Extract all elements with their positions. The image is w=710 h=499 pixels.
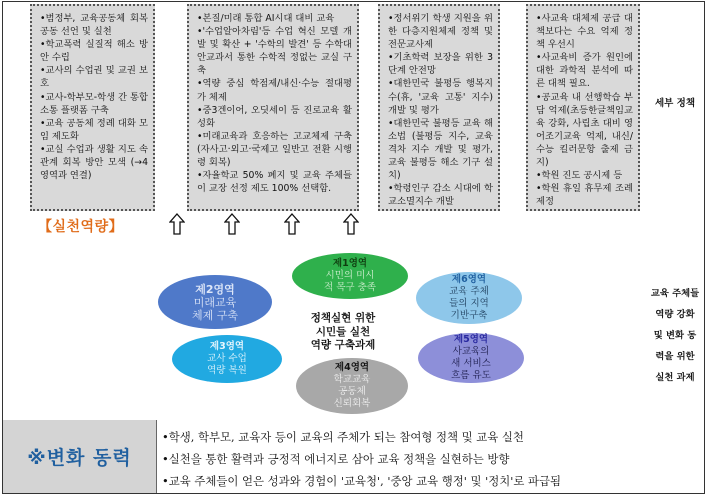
policy-item: •학교폭력 실질적 해소 방안 수립 (40, 39, 148, 64)
area-line: 체제 구축 (191, 308, 238, 322)
area-line: 미래교육 (193, 295, 237, 309)
area-line: 적 목구 충족 (324, 282, 376, 293)
area-line: 신뢰회복 (333, 398, 371, 409)
policy-item: •기초학력 보장을 위한 3단계 안전망 (388, 52, 493, 77)
policy-item: •교육 공동체 정례 대화 모임 제도화 (40, 117, 148, 142)
area-line: 역량 복원 (207, 365, 247, 376)
area-6-ellipse (416, 272, 522, 324)
policy-box-1 (30, 4, 155, 211)
policy-item: •대한민국 불평등 교육 해소법 (불평등 지수, 교육격차 지수 개발 및 평가, 교육 불평등 해소 기구 설치) (388, 117, 493, 182)
policy-item: •자율학교 50% 폐지 및 교육 주체들이 교장 선정 제도 100% 선택함. (197, 170, 352, 195)
area-2-ellipse (158, 275, 272, 329)
up-arrow-icon (343, 213, 359, 235)
change-driver-item: •학생, 학부모, 교육자 등이 교육의 주체가 되는 참여형 정책 및 교육 실천 (162, 430, 524, 444)
policy-item: •교사의 수업권 및 교권 보호 (40, 65, 148, 90)
area-line: 기반구축 (450, 310, 488, 321)
detail-policy-label: 세부 정책 (654, 98, 695, 109)
area-line: 사교육의 (452, 346, 490, 357)
center-title (278, 312, 408, 353)
policy-box-2 (187, 4, 359, 211)
area-title: 제2영역 (195, 282, 235, 296)
area-line: 시민의 미시 (325, 270, 375, 281)
area-title: 제1영역 (332, 258, 368, 269)
policy-item: •교사-학부모-학생 간 통합 소통 플랫폼 구축 (40, 91, 148, 116)
area-1-ellipse (292, 253, 408, 299)
area-line: 흐름 유도 (451, 370, 491, 381)
change-driver-list (162, 426, 702, 492)
policy-item: •중3겐이어, 오딧세이 등 진로교육 활성화 (197, 104, 352, 129)
practice-capacity-label: 【실천역량】 (38, 219, 124, 235)
area-4-ellipse (296, 358, 408, 414)
area-line: 새 서비스 (451, 358, 491, 369)
policy-item: •범정부, 교육공동체 회복 공동 선언 및 실천 (40, 13, 148, 38)
capacity-label-line: 역량 강화 (655, 309, 695, 320)
policy-item: •공교육 내 선행학습 부담 억제(초등한글책임교육 강화, 사립초 대비 영어조기교육 억제, 내신/수능 킬러문항 출제 금지) (536, 91, 633, 169)
capacity-label-line: 실천 과제 (655, 372, 695, 383)
area-title: 제5영역 (453, 334, 489, 345)
area-line: 들의 지역 (449, 298, 489, 309)
change-driver-label: ※변화 동력 (3, 420, 156, 493)
policy-item: •정서위기 학생 지원을 위한 다층지원체제 정책 및 전문교사제 (388, 13, 493, 51)
change-driver-section (3, 420, 704, 493)
policy-item: •대한민국 불평등 행복지수(휴, '교육 고통' 지수) 개발 및 평가 (388, 78, 493, 116)
policy-item: •학원 휴일 휴무제 조례 제정 (536, 183, 633, 208)
center-title-line: 역량 구축과제 (310, 339, 376, 351)
area-5-ellipse (418, 333, 524, 383)
capacity-label-line: 교육 주체들 (650, 288, 700, 299)
center-title-line: 시민들 실천 (315, 325, 371, 338)
area-title: 제3영역 (209, 341, 245, 352)
area-title: 제6영역 (451, 274, 487, 285)
policy-item: •본질/미래 통합 AI시대 대비 교육 (197, 13, 335, 24)
area-line: 공동체 (338, 386, 366, 397)
center-title-line: 정책실현 위한 (310, 312, 376, 324)
change-driver-item: •실천을 통한 활력과 긍정적 에너지로 삼아 교육 정책을 실현하는 방향 (162, 452, 510, 466)
up-arrow-icon (169, 213, 185, 235)
policy-item: •사교육비 증가 원인에 대한 과학적 분석에 따른 대책 필요. (536, 52, 633, 90)
area-3-ellipse (172, 335, 282, 383)
policy-item: •역량 중심 학점제/내신·수능 절대평가 체제 (197, 78, 352, 103)
capacity-label-line: 력을 위한 (655, 351, 695, 362)
policy-item: •교실 수업과 생활 지도 속 관계 회복 방안 모색 (→4영역과 연결) (40, 143, 148, 182)
policy-item: •'수업알아차림'등 수업 혁신 모델 개발 및 확산 + '수학의 발견' 등 수학대안교과서 통한 수학적 정없는 교실 구축 (197, 26, 352, 77)
policy-box-3 (378, 4, 500, 211)
up-arrow-icon (284, 213, 300, 235)
area-title: 제4영역 (334, 362, 370, 373)
divider (156, 420, 157, 493)
area-line: 교육 주체 (449, 286, 489, 297)
change-driver-item: •교육 주체들이 얻은 성과와 경험이 '교육청', '중앙 교육 행정' 및 '정치'로 파급됨 (162, 474, 562, 488)
policy-item: •학원 진도 공시제 등 (536, 170, 623, 182)
area-line: 교사 수업 (207, 353, 247, 364)
up-arrow-icon (224, 213, 240, 235)
capacity-label-line: 및 변화 동 (653, 330, 697, 341)
policy-item: •사교육 대체제 공급 대책보다는 수요 억제 정책 우선시 (536, 13, 633, 51)
policy-item: •학령인구 감소 시대에 학교소멸지수 개발 (388, 183, 493, 208)
policy-item: •미래교육과 호응하는 고교체제 구축(자사고·외고·국제고 일반고 전환 시행령 회복) (197, 130, 352, 169)
capacity-label (644, 283, 706, 388)
policy-box-4 (526, 4, 640, 211)
area-line: 학교교육 (333, 374, 371, 385)
